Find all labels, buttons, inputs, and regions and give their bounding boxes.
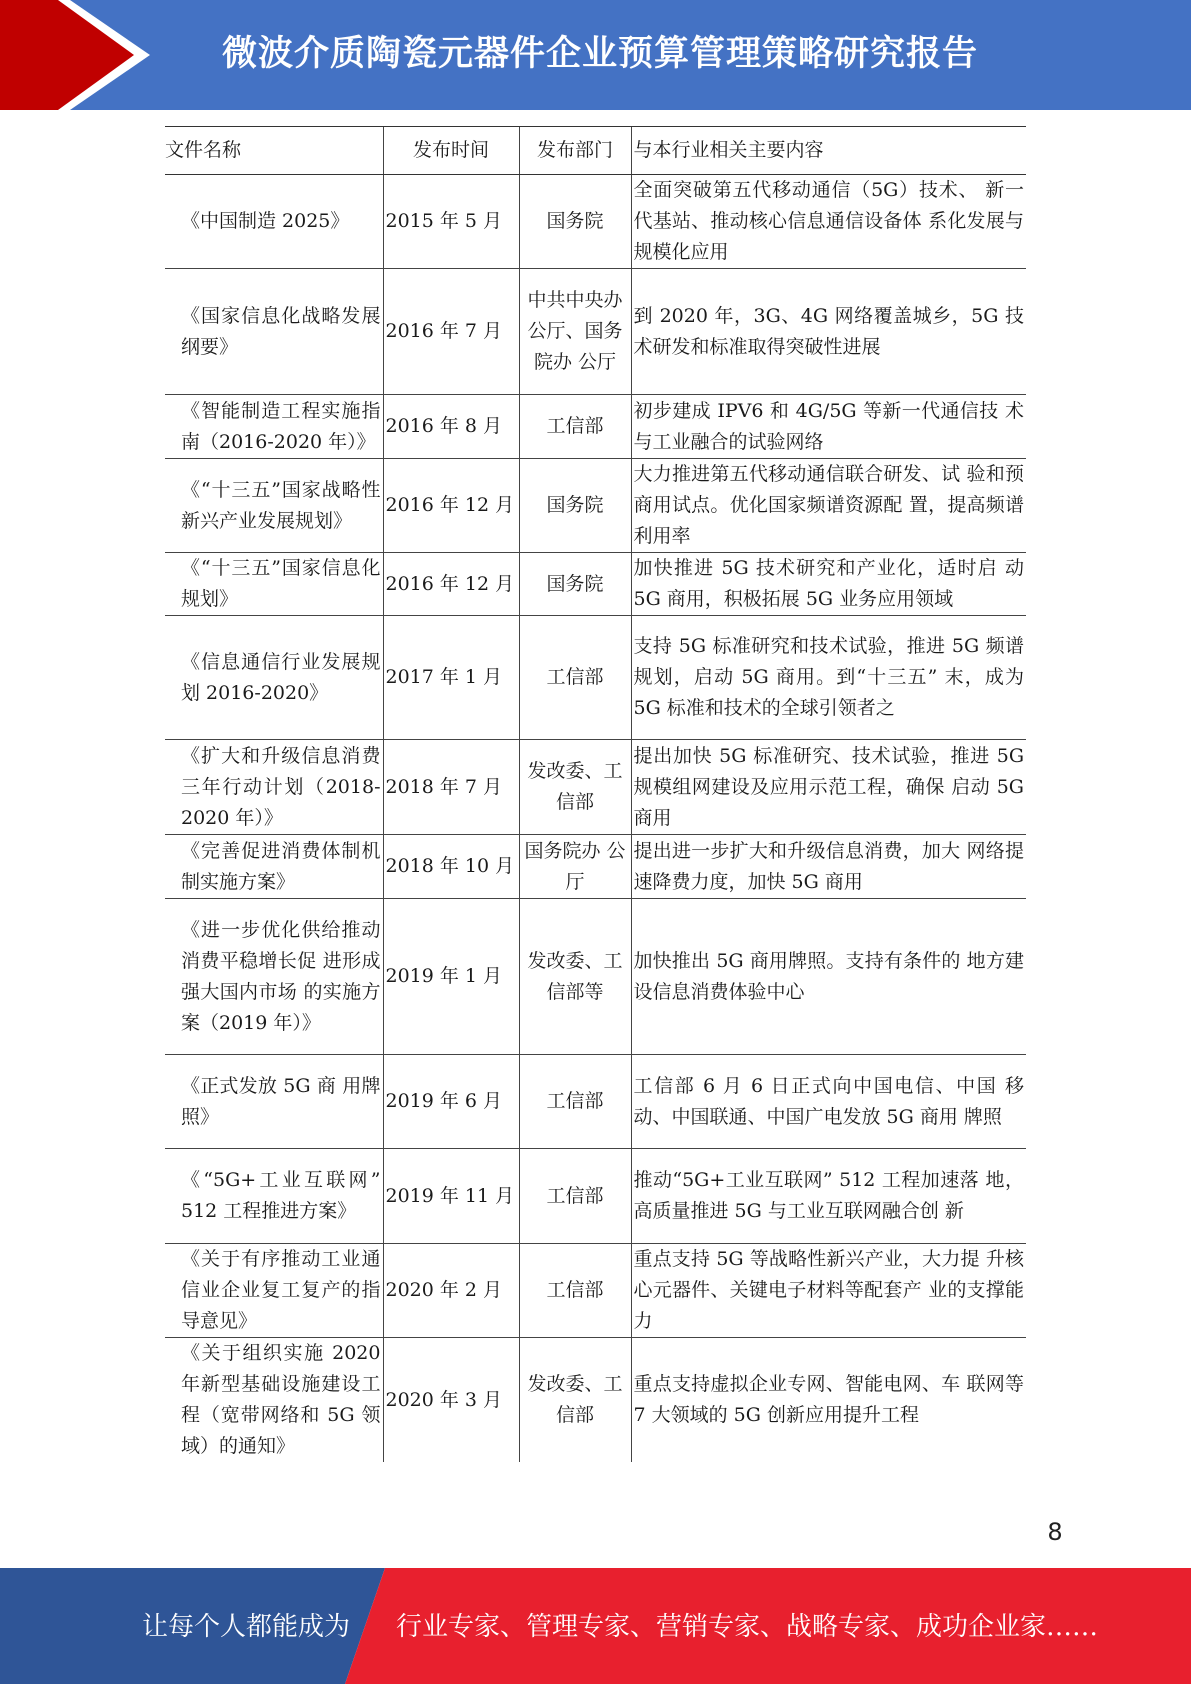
- doc-name: 《关于组织实施 2020 年新型基础设施建设工程（宽带网络和 5G 领域）的通知》: [181, 1342, 381, 1457]
- publish-date: 2020 年 3 月: [383, 1338, 519, 1463]
- publish-date: 2019 年 11 月: [383, 1149, 519, 1244]
- table-row: [165, 175, 1026, 269]
- publishing-dept: 国务院: [519, 553, 631, 616]
- main-content: 全面突破第五代移动通信（5G）技术、 新一代基站、推动核心信息通信设备体 系化发展与规模化应用: [631, 175, 1026, 269]
- chevron-arrow-icon: [0, 0, 160, 110]
- table-row: [165, 1244, 1026, 1338]
- publishing-dept: 工信部: [519, 1055, 631, 1149]
- publish-date: 2016 年 12 月: [383, 553, 519, 616]
- table-row: [165, 395, 1026, 459]
- table-row: [165, 835, 1026, 899]
- doc-name: 《完善促进消费体制机制实施方案》: [165, 835, 383, 899]
- report-title: 微波介质陶瓷元器件企业预算管理策略研究报告: [222, 34, 979, 74]
- publishing-dept: 工信部: [519, 395, 631, 459]
- main-content: 重点支持 5G 等战略性新兴产业，大力提 升核心元器件、关键电子材料等配套产 业的支撑能力: [631, 1244, 1026, 1338]
- table-row: [165, 1338, 1026, 1463]
- policy-table: [165, 126, 1026, 1462]
- main-content: 支持 5G 标准研究和技术试验，推进 5G 频谱规划，启动 5G 商用。到“十三五” 末，成为 5G 标准和技术的全球引领者之: [631, 616, 1026, 740]
- publish-date: 2018 年 10 月: [383, 835, 519, 899]
- main-content: 重点支持虚拟企业专网、智能电网、车 联网等 7 大领域的 5G 创新应用提升工程: [631, 1338, 1026, 1463]
- publishing-dept: 工信部: [519, 1244, 631, 1338]
- main-content: 加快推进 5G 技术研究和产业化，适时启 动 5G 商用，积极拓展 5G 业务应用领域: [631, 553, 1026, 616]
- publish-date: 2017 年 1 月: [383, 616, 519, 740]
- table-row: [165, 899, 1026, 1055]
- publishing-dept: 工信部: [519, 616, 631, 740]
- publishing-dept: 发改委、工信部: [519, 1338, 631, 1463]
- main-content: 提出进一步扩大和升级信息消费，加大 网络提速降费力度，加快 5G 商用: [631, 835, 1026, 899]
- publishing-dept: 工信部: [519, 1149, 631, 1244]
- doc-name: 《“十三五”国家战略性新兴产业发展规划》: [165, 459, 383, 553]
- table-row: [165, 1149, 1026, 1244]
- publishing-dept: 发改委、工信部: [519, 740, 631, 835]
- doc-name: 《信息通信行业发展规划 2016-2020》: [165, 616, 383, 740]
- table-row: [165, 740, 1026, 835]
- doc-name: 《国家信息化战略发展纲要》: [165, 269, 383, 395]
- main-content: 推动“5G+工业互联网” 512 工程加速落 地，高质量推进 5G 与工业互联网融合创 新: [631, 1149, 1026, 1244]
- footer-slogan-left: 让每个人都能成为: [142, 1612, 351, 1642]
- publishing-dept: 国务院办 公厅: [519, 835, 631, 899]
- doc-name: 《扩大和升级信息消费三年行动计划（2018-2020 年）》: [165, 740, 383, 835]
- publish-date: 2016 年 12 月: [383, 459, 519, 553]
- main-content: 初步建成 IPV6 和 4G/5G 等新一代通信技 术与工业融合的试验网络: [631, 395, 1026, 459]
- publishing-dept: 国务院: [519, 175, 631, 269]
- publishing-dept: 发改委、工信部等: [519, 899, 631, 1055]
- table-row: [165, 459, 1026, 553]
- doc-name: 《智能制造工程实施指南（2016-2020 年）》: [165, 395, 383, 459]
- publish-date: 2016 年 7 月: [383, 269, 519, 395]
- doc-name: 《“十三五”国家信息化规划》: [165, 553, 383, 616]
- column-header-dept: 发布部门: [519, 127, 631, 175]
- column-header-name: 文件名称: [165, 127, 383, 175]
- publish-date: 2015 年 5 月: [383, 175, 519, 269]
- page-number: 8: [1047, 1518, 1063, 1546]
- table-row: [165, 1055, 1026, 1149]
- column-header-date: 发布时间: [383, 127, 519, 175]
- doc-name: 《中国制造 2025》: [165, 175, 383, 269]
- table-header-row: [165, 127, 1026, 175]
- publishing-dept: 国务院: [519, 459, 631, 553]
- publish-date: 2020 年 2 月: [383, 1244, 519, 1338]
- publishing-dept: 中共中央办公厅、国务院办 公厅: [519, 269, 631, 395]
- main-content: 工信部 6 月 6 日正式向中国电信、中国 移动、中国联通、中国广电发放 5G 商用 牌照: [631, 1055, 1026, 1149]
- publish-date: 2016 年 8 月: [383, 395, 519, 459]
- table-row: [165, 269, 1026, 395]
- publish-date: 2018 年 7 月: [383, 740, 519, 835]
- table-row: [165, 553, 1026, 616]
- doc-name: 《进一步优化供给推动消费平稳增长促 进形成强大国内市场 的实施方案（2019 年）》: [165, 899, 383, 1055]
- main-content: 加快推出 5G 商用牌照。支持有条件的 地方建设信息消费体验中心: [631, 899, 1026, 1055]
- header-banner: [0, 0, 1191, 110]
- doc-name: 《关于有序推动工业通信业企业复工复产的指导意见》: [165, 1244, 383, 1338]
- main-content: 提出加快 5G 标准研究、技术试验，推进 5G 规模组网建设及应用示范工程，确保 启动 5G 商用: [631, 740, 1026, 835]
- table-row: [165, 616, 1026, 740]
- footer-slogan-right: 行业专家、管理专家、营销专家、战略专家、成功企业家……: [396, 1612, 1099, 1642]
- publish-date: 2019 年 1 月: [383, 899, 519, 1055]
- column-header-content: 与本行业相关主要内容: [631, 127, 1026, 175]
- main-content: 大力推进第五代移动通信联合研发、试 验和预商用试点。优化国家频谱资源配 置，提高频谱利用率: [631, 459, 1026, 553]
- publish-date: 2019 年 6 月: [383, 1055, 519, 1149]
- doc-name: 《“5G+工业互联网” 512 工程推进方案》: [165, 1149, 383, 1244]
- doc-name: 《正式发放 5G 商 用牌照》: [165, 1055, 383, 1149]
- footer-banner: [0, 1568, 1191, 1684]
- main-content: 到 2020 年，3G、4G 网络覆盖城乡，5G 技术研发和标准取得突破性进展: [631, 269, 1026, 395]
